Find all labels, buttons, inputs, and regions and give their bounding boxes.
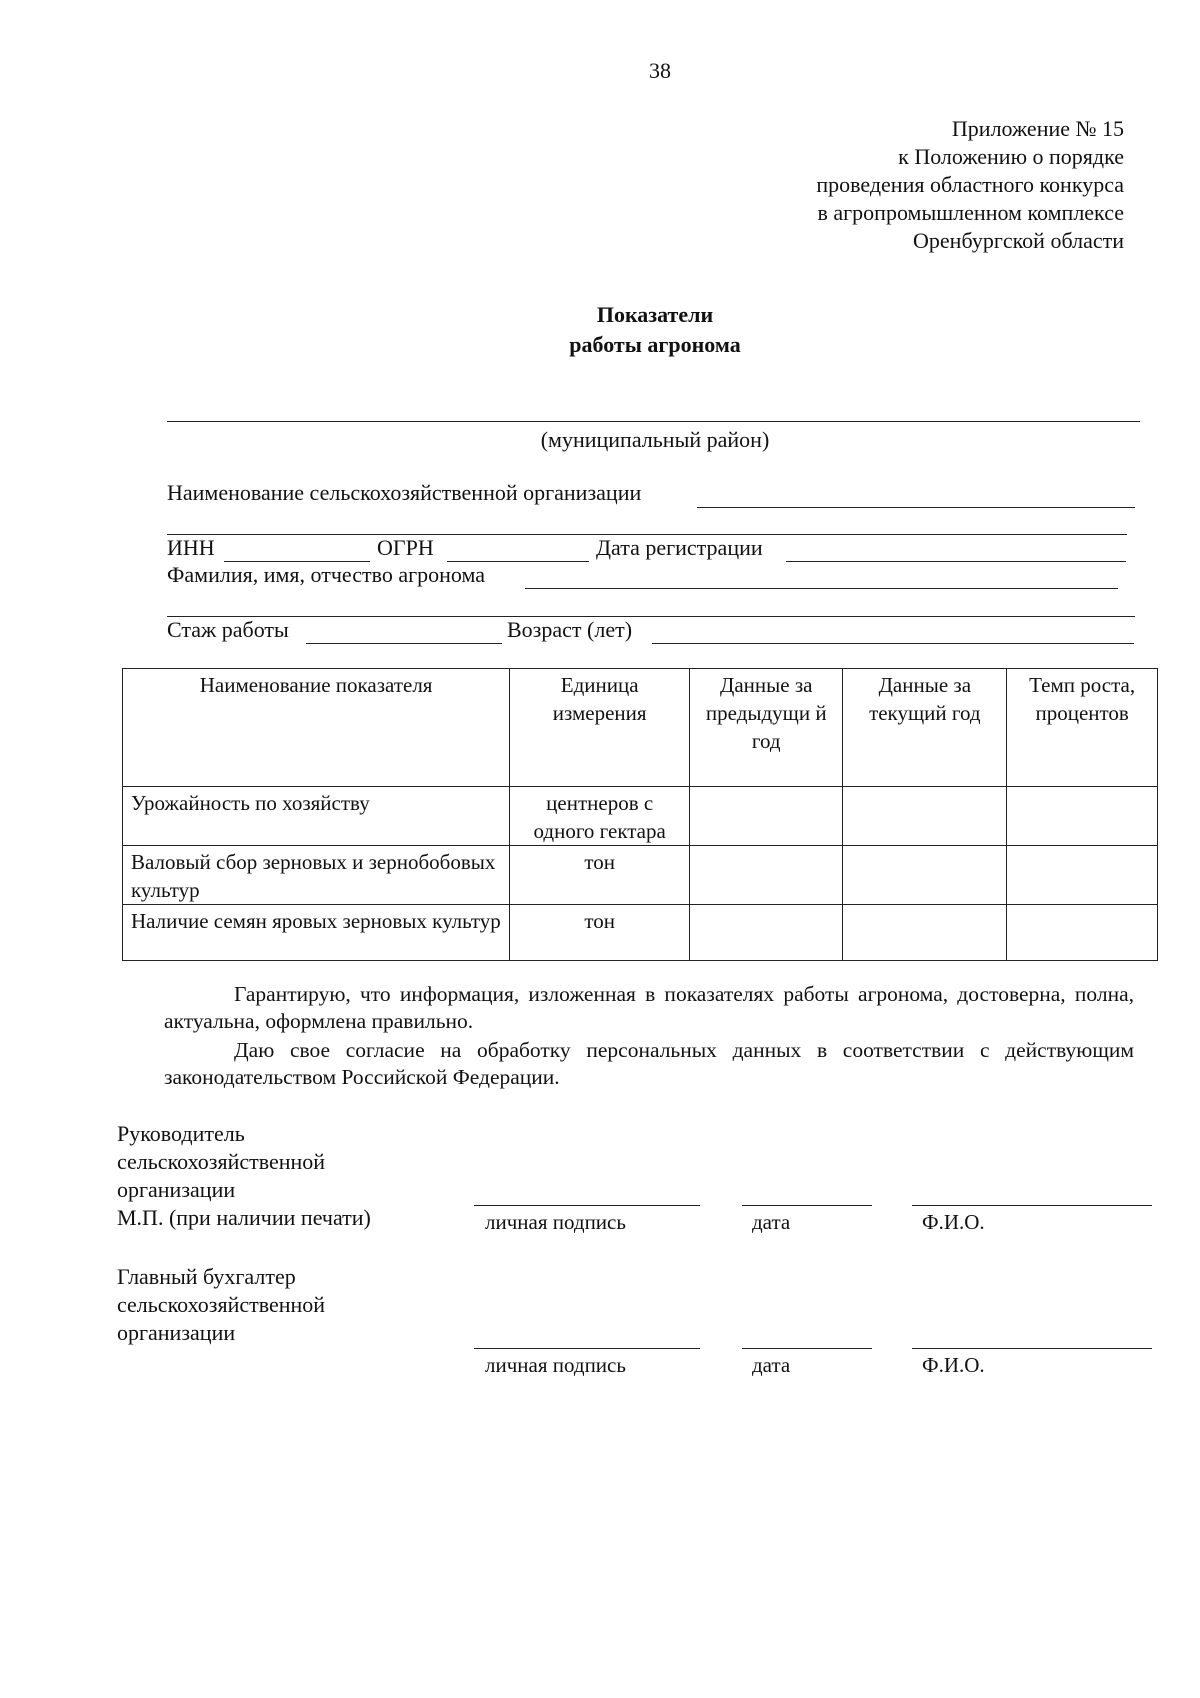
row-indicator-name: Валовый сбор зерновых и зернобобовых культур xyxy=(123,846,510,905)
row-unit: центнеров с одного гектара xyxy=(510,787,690,846)
head-date-caption: дата xyxy=(752,1210,791,1234)
page-number: 38 xyxy=(649,58,671,83)
head-signature-caption: личная подпись xyxy=(485,1210,626,1234)
age-field[interactable] xyxy=(652,643,1134,644)
head-fio-line[interactable] xyxy=(912,1205,1152,1206)
header-previous-year: Данные за предыдущи й год xyxy=(690,669,843,787)
annex-line: Оренбургской области xyxy=(913,228,1124,253)
accountant-label-line: Главный бухгалтер xyxy=(117,1264,296,1289)
annex-line: к Положению о порядке xyxy=(898,144,1124,169)
head-signature-line[interactable] xyxy=(474,1205,700,1206)
row-growth-rate-cell[interactable] xyxy=(1007,905,1158,961)
title-line-1: Показатели xyxy=(596,302,714,327)
head-label-line: М.П. (при наличии печати) xyxy=(117,1205,371,1230)
reg-date-label: Дата регистрации xyxy=(596,535,763,560)
district-caption: (муниципальный район) xyxy=(540,427,770,452)
header-current-year: Данные за текущий год xyxy=(843,669,1007,787)
row-growth-rate-cell[interactable] xyxy=(1007,846,1158,905)
row-unit: тон xyxy=(510,905,690,961)
agronomist-fio-label: Фамилия, имя, отчество агронома xyxy=(167,562,486,587)
experience-field[interactable] xyxy=(306,643,502,644)
document-title xyxy=(0,300,1200,360)
accountant-fio-caption: Ф.И.О. xyxy=(922,1353,985,1377)
title-line-2: работы агронома xyxy=(569,332,741,357)
accountant-label-line: организации xyxy=(117,1320,236,1345)
row-current-year-cell[interactable] xyxy=(843,905,1007,961)
row-current-year-cell[interactable] xyxy=(843,846,1007,905)
declaration-paragraph-1 xyxy=(164,981,1134,1035)
agronomist-fio-field-continued[interactable] xyxy=(167,616,1135,617)
reg-date-field[interactable] xyxy=(786,561,1126,562)
head-label-line: Руководитель xyxy=(117,1121,245,1146)
table-row xyxy=(123,905,1158,961)
row-previous-year-cell[interactable] xyxy=(690,787,843,846)
row-current-year-cell[interactable] xyxy=(843,787,1007,846)
experience-label: Стаж работы xyxy=(167,617,289,642)
head-label-line: организации xyxy=(117,1177,236,1202)
row-unit: тон xyxy=(510,846,690,905)
accountant-label-line: сельскохозяйственной xyxy=(117,1292,326,1317)
org-name-label: Наименование сельскохозяйственной организации xyxy=(167,480,642,505)
table-row xyxy=(123,846,1158,905)
row-previous-year-cell[interactable] xyxy=(690,905,843,961)
row-indicator-name: Наличие семян яровых зерновых культур xyxy=(123,905,510,961)
row-indicator-name: Урожайность по хозяйству xyxy=(123,787,510,846)
head-date-line[interactable] xyxy=(742,1205,872,1206)
age-label: Возраст (лет) xyxy=(507,617,633,642)
row-previous-year-cell[interactable] xyxy=(690,846,843,905)
table-header-row xyxy=(123,669,1158,787)
annex-line: проведения областного конкурса xyxy=(816,172,1124,197)
org-name-field[interactable] xyxy=(697,507,1135,508)
accountant-date-caption: дата xyxy=(752,1353,791,1377)
declaration-text-1: Гарантирую, что информация, изложенная в показателях работы агронома, достоверна, полна, актуальна, оформлена правильно. xyxy=(164,982,1134,1033)
table-row xyxy=(123,787,1158,846)
header-growth-rate: Темп роста, процентов xyxy=(1007,669,1158,787)
annex-line: Приложение № 15 xyxy=(951,116,1124,141)
district-field[interactable] xyxy=(167,421,1140,422)
header-unit: Единица измерения xyxy=(510,669,690,787)
accountant-signature-label xyxy=(117,1263,325,1347)
indicators-table xyxy=(122,668,1158,961)
annex-reference xyxy=(816,115,1124,255)
declaration-text-2: Даю свое согласие на обработку персональных данных в соответствии с действующим законодательством Российской Федерации. xyxy=(164,1038,1134,1089)
accountant-signature-caption: личная подпись xyxy=(485,1353,626,1377)
declaration-paragraph-2 xyxy=(164,1037,1134,1091)
ogrn-label: ОГРН xyxy=(377,535,434,560)
head-signature-label xyxy=(117,1120,371,1232)
head-label-line: сельскохозяйственной xyxy=(117,1149,326,1174)
row-growth-rate-cell[interactable] xyxy=(1007,787,1158,846)
accountant-date-line[interactable] xyxy=(742,1348,872,1349)
header-indicator-name: Наименование показателя xyxy=(123,669,510,787)
accountant-signature-line[interactable] xyxy=(474,1348,700,1349)
annex-line: в агропромышленном комплексе xyxy=(817,200,1124,225)
inn-label: ИНН xyxy=(167,535,215,560)
agronomist-fio-field[interactable] xyxy=(525,588,1118,589)
accountant-fio-line[interactable] xyxy=(912,1348,1152,1349)
head-fio-caption: Ф.И.О. xyxy=(922,1210,985,1234)
